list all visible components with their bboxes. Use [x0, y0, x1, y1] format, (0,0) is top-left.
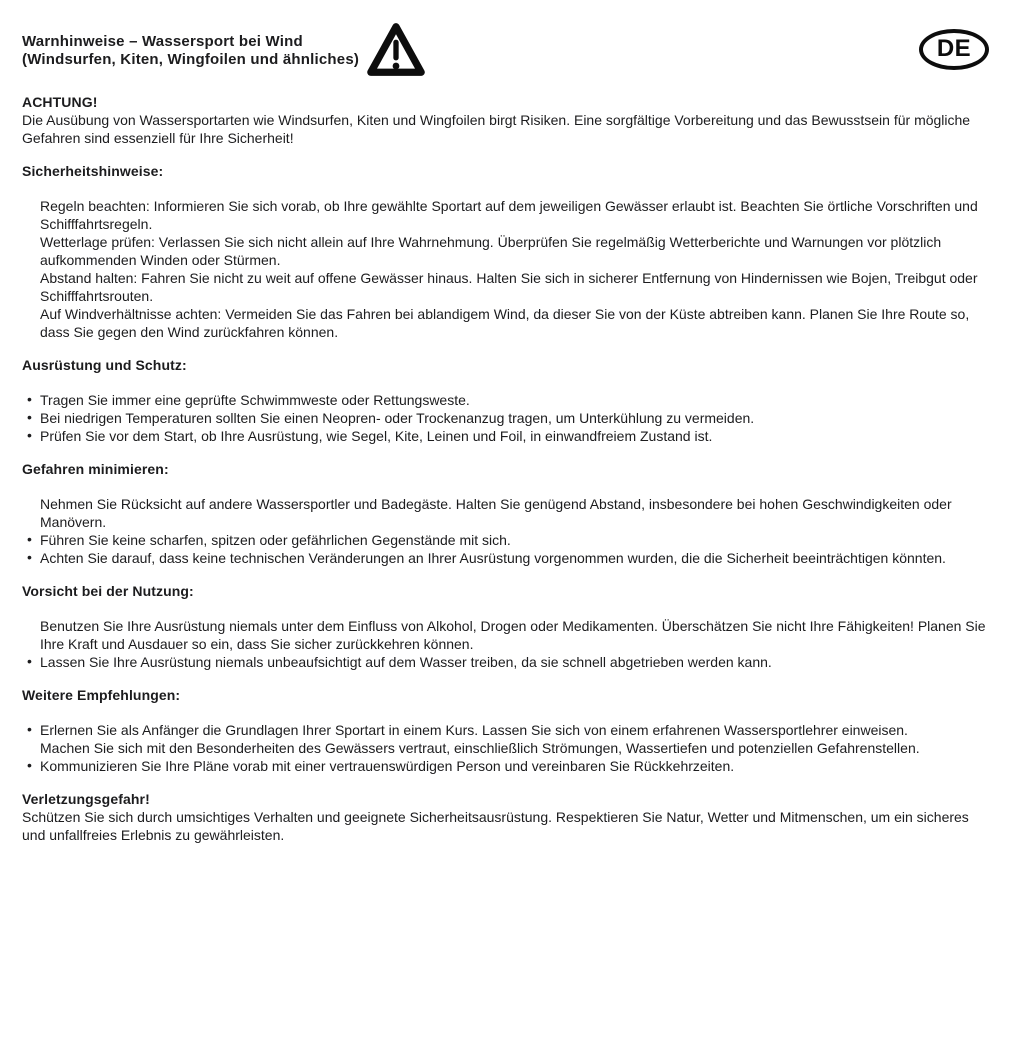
section: [22, 460, 996, 567]
section-heading: Weitere Empfehlungen:: [22, 687, 181, 703]
item-text: Auf Windverhältnisse achten: Vermeiden Sie das Fahren bei ablandigem Wind, da dieser Sie von der Küste abtreiben kann. Planen Sie Ihre Route so, dass Sie gegen den Wind zurückfahren können.: [40, 306, 970, 340]
section: [22, 162, 996, 341]
section-heading: ACHTUNG!: [22, 94, 98, 110]
bullet-icon: •: [27, 757, 32, 773]
bullet-icon: •: [27, 531, 32, 547]
section: [22, 93, 996, 147]
page-title-block: [22, 33, 359, 69]
document-header: [22, 20, 996, 80]
list-item: [22, 617, 996, 653]
item-text: Wetterlage prüfen: Verlassen Sie sich nicht allein auf Ihre Wahrnehmung. Überprüfen Sie regelmäßig Wetterberichte und Warnungen vor plötzlich aufkommenden Winden oder Stürmen.: [40, 234, 942, 268]
bullet-list-item: [22, 721, 996, 739]
item-text: Achten Sie darauf, dass keine technischen Veränderungen an Ihrer Ausrüstung vorgenommen wurden, die die Sicherheit beeinträchtigen könnten.: [40, 550, 946, 566]
item-text: Prüfen Sie vor dem Start, ob Ihre Ausrüstung, wie Segel, Kite, Leinen und Foil, in einwandfreiem Zustand ist.: [40, 428, 713, 444]
bullet-icon: •: [27, 653, 32, 669]
section: [22, 790, 996, 844]
page-title: Warnhinweise – Wassersport bei Wind: [22, 33, 303, 50]
document-body: [22, 93, 996, 844]
bullet-list-item: [22, 427, 996, 445]
bullet-list-item: [22, 653, 996, 671]
item-text: Kommunizieren Sie Ihre Pläne vorab mit einer vertrauenswürdigen Person und vereinbaren Sie Rückkehrzeiten.: [40, 758, 735, 774]
section-heading: Verletzungsgefahr!: [22, 791, 150, 807]
section: [22, 686, 996, 775]
section-heading: Vorsicht bei der Nutzung:: [22, 583, 194, 599]
item-text: Schützen Sie sich durch umsichtiges Verhalten und geeignete Sicherheitsausrüstung. Respektieren Sie Natur, Wetter und Mitmenschen, um ein sicheres und unfallfreies Erlebnis zu gewährleisten.: [22, 809, 969, 843]
bullet-icon: •: [27, 427, 32, 443]
list-item: [22, 233, 996, 269]
bullet-icon: •: [27, 721, 32, 737]
item-text: Nehmen Sie Rücksicht auf andere Wassersportler und Badegäste. Halten Sie genügend Abstand, insbesondere bei hohen Geschwindigkeiten oder Manövern.: [40, 496, 952, 530]
section: [22, 356, 996, 445]
list-item: [22, 305, 996, 341]
bullet-icon: •: [27, 391, 32, 407]
bullet-icon: •: [27, 549, 32, 565]
section: [22, 582, 996, 671]
item-text: Machen Sie sich mit den Besonderheiten des Gewässers vertraut, einschließlich Strömungen, Wassertiefen und potenziellen Gefahrenstellen.: [40, 740, 920, 756]
item-text: Bei niedrigen Temperaturen sollten Sie einen Neopren- oder Trockenanzug tragen, um Unterkühlung zu vermeiden.: [40, 410, 755, 426]
list-item: [22, 111, 996, 147]
warning-triangle-icon: [365, 20, 427, 80]
list-item: [22, 739, 996, 757]
list-item: [22, 197, 996, 233]
item-text: Tragen Sie immer eine geprüfte Schwimmweste oder Rettungsweste.: [40, 392, 470, 408]
bullet-list-item: [22, 549, 996, 567]
list-item: [22, 269, 996, 305]
language-badge-label: DE: [936, 35, 972, 62]
item-text: Die Ausübung von Wassersportarten wie Windsurfen, Kiten und Wingfoilen birgt Risiken. Eine sorgfältige Vorbereitung und das Bewusstsein für mögliche Gefahren sind essenziell für Ihre Sicherheit!: [22, 112, 971, 146]
page-subtitle: (Windsurfen, Kiten, Wingfoilen und ähnliches): [22, 51, 360, 68]
bullet-list-item: [22, 391, 996, 409]
bullet-list-item: [22, 531, 996, 549]
item-text: Führen Sie keine scharfen, spitzen oder gefährlichen Gegenstände mit sich.: [40, 532, 511, 548]
section-heading: Gefahren minimieren:: [22, 461, 169, 477]
item-text: Abstand halten: Fahren Sie nicht zu weit auf offene Gewässer hinaus. Halten Sie sich in sicherer Entfernung von Hindernissen wie Bojen, Treibgut oder Schifffahrtsrouten.: [40, 270, 978, 304]
list-item: [22, 495, 996, 531]
item-text: Erlernen Sie als Anfänger die Grundlagen Ihrer Sportart in einem Kurs. Lassen Sie sich von einem erfahrenen Wassersportlehrer einweisen.: [40, 722, 908, 738]
list-item: [22, 808, 996, 844]
bullet-icon: •: [27, 409, 32, 425]
bullet-list-item: [22, 409, 996, 427]
bullet-list-item: [22, 757, 996, 775]
item-text: Benutzen Sie Ihre Ausrüstung niemals unter dem Einfluss von Alkohol, Drogen oder Medikamenten. Überschätzen Sie nicht Ihre Fähigkeiten! Planen Sie Ihre Kraft und Ausdauer so ein, dass Sie sicher zurückkehren können.: [40, 618, 986, 652]
section-heading: Sicherheitshinweise:: [22, 163, 164, 179]
section-heading: Ausrüstung und Schutz:: [22, 357, 187, 373]
item-text: Lassen Sie Ihre Ausrüstung niemals unbeaufsichtigt auf dem Wasser treiben, da sie schnell abgetrieben werden kann.: [40, 654, 772, 670]
document-page: [0, 20, 1020, 1046]
language-badge: [919, 29, 989, 70]
item-text: Regeln beachten: Informieren Sie sich vorab, ob Ihre gewählte Sportart auf dem jeweiligen Gewässer erlaubt ist. Beachten Sie örtliche Vorschriften und Schifffahrtsregeln.: [40, 198, 978, 232]
